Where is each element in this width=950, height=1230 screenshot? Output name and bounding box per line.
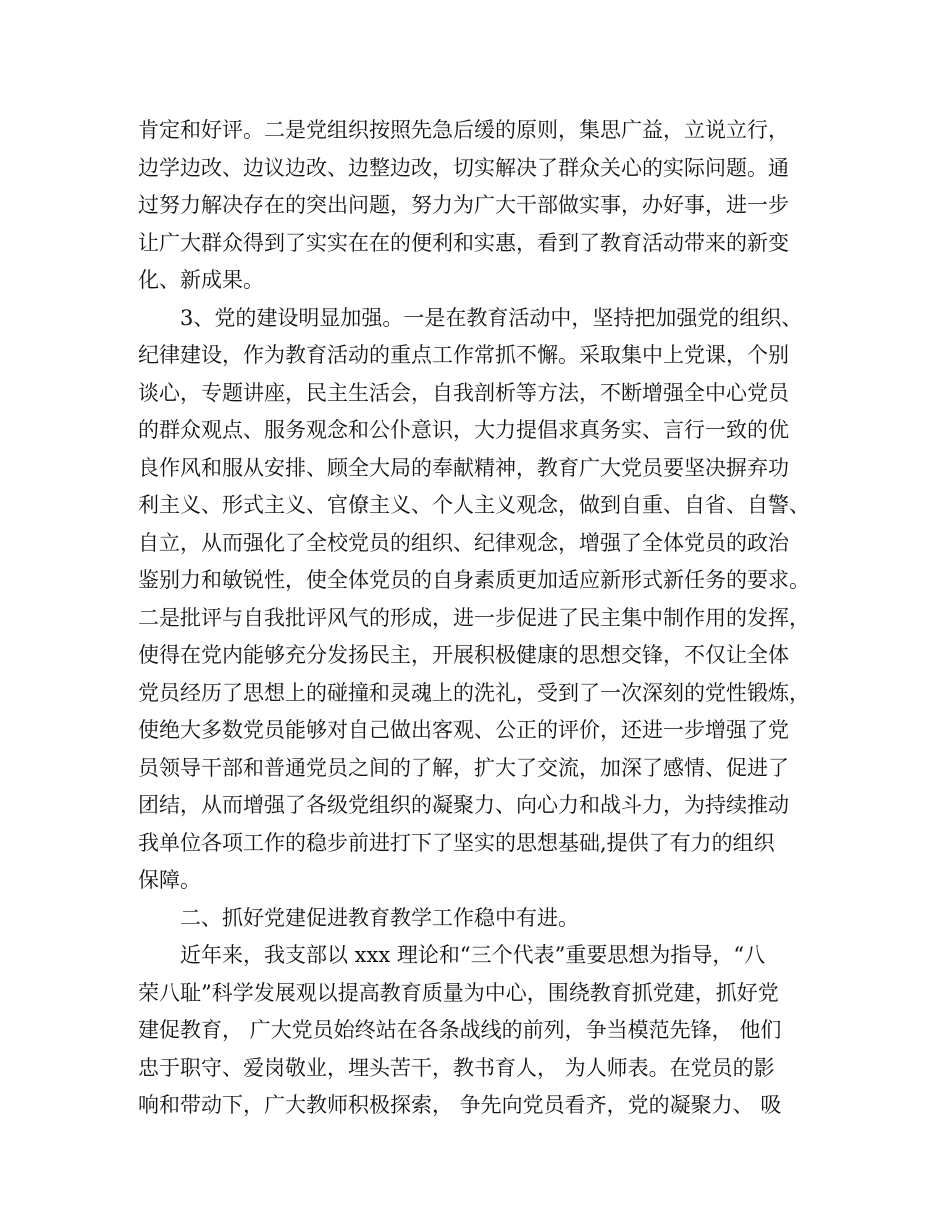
text-line: 的群众观点、服务观念和公仆意识，大力提倡求真务实、言行一致的优: [138, 418, 789, 442]
text-line: 响和带动下，广大教师积极探索， 争先向党员看齐，党的凝聚力、 吸: [138, 1093, 782, 1117]
text-line: 过努力解决存在的突出问题，努力为广大干部做实事，办好事，进一步: [138, 193, 789, 217]
text-line: 党员经历了思想上的碰撞和灵魂上的洗礼，受到了一次深刻的党性锻炼，: [138, 680, 810, 705]
section-heading-3: 3、党的建设明显加强。一是在教育活动中，坚持把加强党的组织、: [180, 305, 803, 330]
text-line: 使得在党内能够充分发扬民主，开展积极健康的思想交锋，不仅让全体: [138, 643, 789, 667]
text-line: 二是批评与自我批评风气的形成，进一步促进了民主集中制作用的发挥，: [138, 605, 810, 630]
text-line: 团结，从而增强了各级党组织的凝聚力、向心力和战斗力，为持续推动: [138, 793, 789, 817]
paragraph-start-line: 近年来，我支部以 xxx 理论和“三个代表”重要思想为指导，“八: [180, 943, 766, 967]
text-line: 自立，从而强化了全校党员的组织、纪律观念，增强了全体党员的政治: [138, 530, 789, 555]
text-line: 我单位各项工作的稳步前进打下了坚实的思想基础,提供了有力的组织: [138, 830, 775, 855]
document-body: [138, 112, 828, 1125]
text-line: 建促教育， 广大党员始终站在各条战线的前列，争当模范先锋， 他们: [138, 1018, 782, 1042]
text-line: 保障。: [138, 868, 201, 892]
text-line: 良作风和服从安排、顾全大局的奉献精神，教育广大党员要坚决摒弃功: [138, 455, 789, 480]
text-line: 肯定和好评。二是党组织按照先急后缓的原则，集思广益，立说立行，: [138, 118, 789, 142]
text-line: 忠于职守、爱岗敬业，埋头苦干，教书育人， 为人师表。在党员的影: [138, 1055, 775, 1080]
text-line: 利主义、形式主义、官僚主义、个人主义观念，做到自重、自省、自警、: [138, 493, 810, 517]
text-line: 让广大群众得到了实实在在的便利和实惠，看到了教育活动带来的新变: [138, 230, 789, 255]
text-line: 谈心，专题讲座，民主生活会，自我剖析等方法，不断增强全中心党员: [138, 380, 789, 405]
text-line: 边学边改、边议边改、边整边改，切实解决了群众关心的实际问题。通: [138, 155, 789, 180]
text-line: 化、新成果。: [138, 268, 264, 292]
text-line: 使绝大多数党员能够对自己做出客观、公正的评价，还进一步增强了党: [138, 718, 789, 742]
text-line: 纪律建设，作为教育活动的重点工作常抓不懈。采取集中上党课，个别: [138, 343, 789, 367]
text-line: 鉴别力和敏锐性，使全体党员的自身素质更加适应新形式新任务的要求。: [138, 568, 810, 592]
text-line: 荣八耻”科学发展观以提高教育质量为中心，围绕教育抓党建，抓好党: [138, 980, 779, 1005]
text-line: 员领导干部和普通党员之间的了解，扩大了交流，加深了感情、促进了: [138, 755, 789, 780]
section-heading-2: 二、抓好党建促进教育教学工作稳中有进。: [180, 905, 579, 930]
